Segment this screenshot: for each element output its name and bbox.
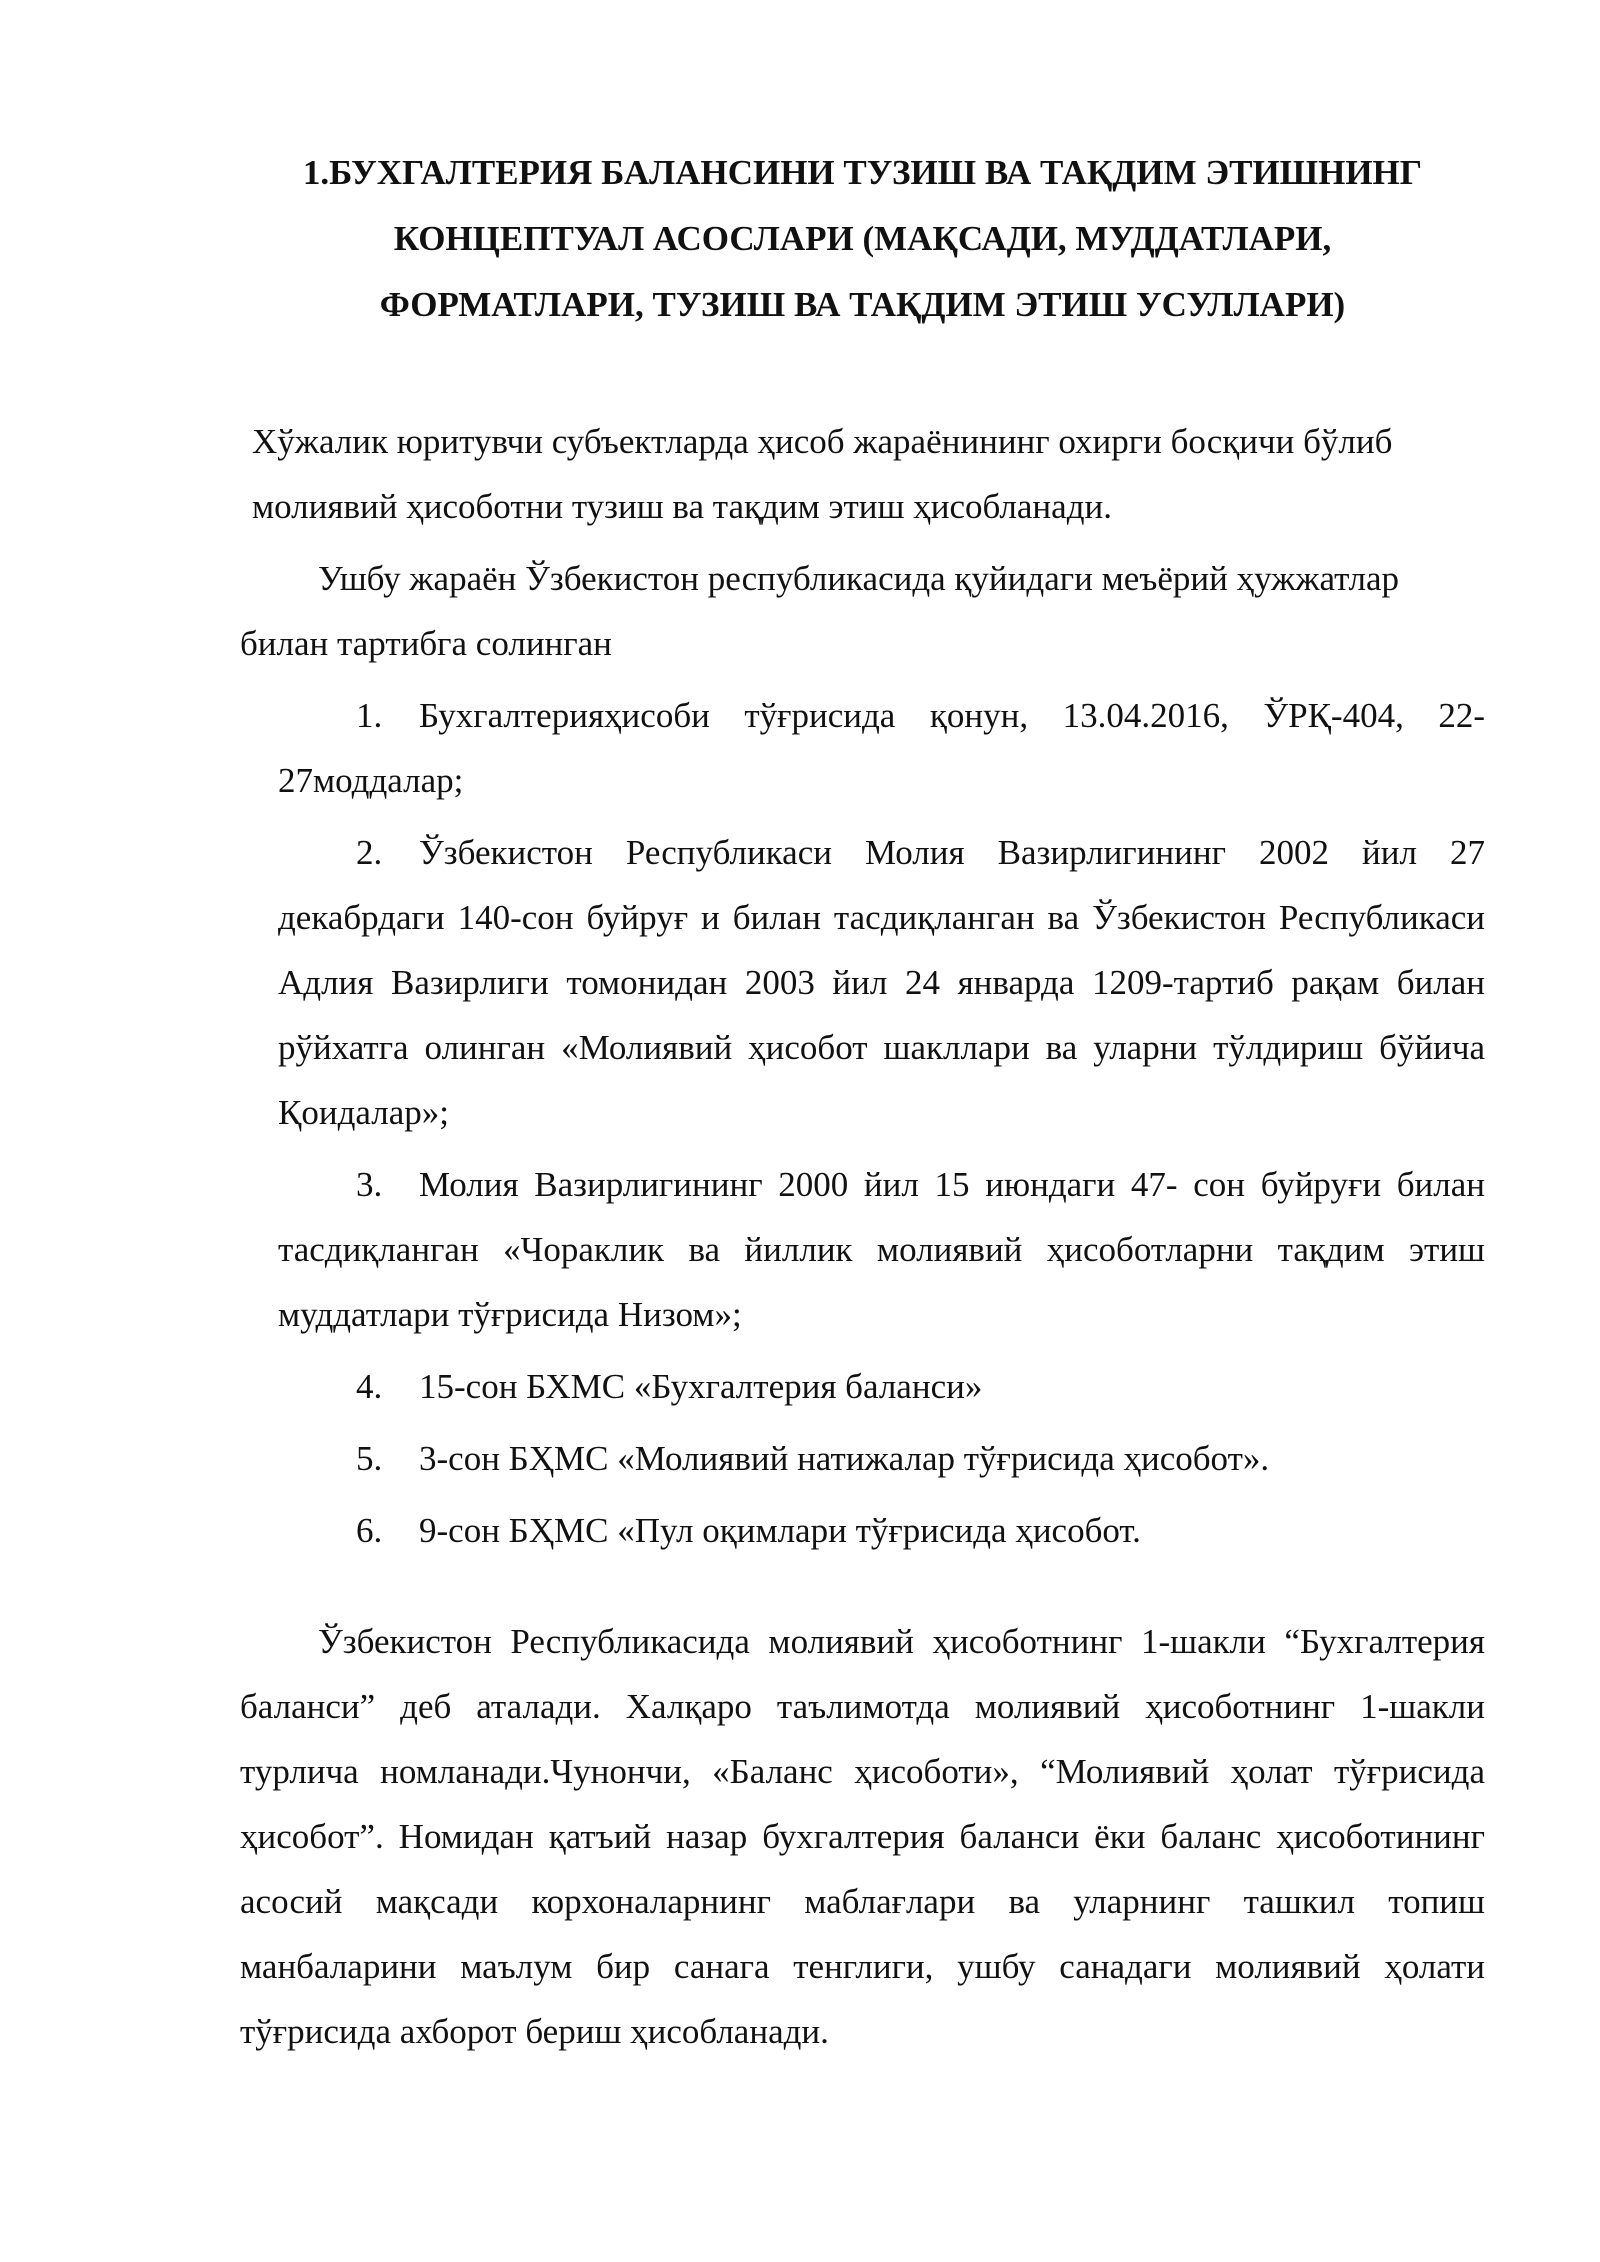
list-item-number: 6. (356, 1511, 383, 1550)
heading-line-3: ФОРМАТЛАРИ, ТУЗИШ ВА ТАҚДИМ ЭТИШ УСУЛЛАРИ) (379, 285, 1346, 324)
list-item-number: 4. (356, 1367, 383, 1406)
list-item (278, 1426, 1485, 1491)
closing-paragraph: Ўзбекистон Республикасида молиявий ҳисоботнинг 1-шакли “Бухгалтерия баланси” деб аталади. Халқаро таълимотда молиявий ҳисоботнинг 1-шакли турлича номланади.Чунончи, «Баланс ҳисоботи», “Молиявий ҳолат тўғрисида ҳисобот”. Номидан қатъий назар бухгалтерия баланси ёки баланс ҳисоботининг асосий мақсади корхоналарнинг маблағлари ва уларнинг ташкил топиш манбаларини маълум бир санага тенглиги, ушбу санадаги молиявий ҳолати тўғрисида ахборот бериш ҳисобланади. (240, 1622, 1485, 2051)
list-item-number: 2. (356, 833, 383, 872)
heading-line-1: 1.БУХГАЛТЕРИЯ БАЛАНСИНИ ТУЗИШ ВА ТАҚДИМ ЭТИШНИНГ (302, 153, 1423, 192)
list-item (278, 1498, 1485, 1563)
list-item (278, 820, 1485, 1145)
list-item-text: 9-сон БҲМС «Пул оқимлари тўғрисида ҳисобот. (419, 1511, 1141, 1550)
list-item-number: 5. (356, 1439, 383, 1478)
list-item-text: 3-сон БҲМС «Молиявий натижалар тўғрисида ҳисобот». (419, 1439, 1270, 1478)
list-item-number: 1. (356, 696, 383, 735)
heading-line-2: КОНЦЕПТУАЛ АСОСЛАРИ (МАҚСАДИ, МУДДАТЛАРИ, (393, 219, 1332, 258)
list-item-text: Ўзбекистон Республикаси Молия Вазирлигининг 2002 йил 27 декабрдаги 140-сон буйруғ и билан тасдиқланган ва Ўзбекистон Республикаси Адлия Вазирлиги томонидан 2003 йил 24 январда 1209-тартиб рақам билан рўйхатга олинган «Молиявий ҳисобот шакллари ва уларни тўлдириш бўйича Қоидалар»; (278, 833, 1485, 1132)
intro-paragraph-1: Хўжалик юритувчи субъектларда ҳисоб жараёнининг охирги босқичи бўлиб молиявий ҳисоботни тузиш ва тақдим этиш ҳисобланади. (252, 422, 1393, 526)
regulations-list (240, 683, 1485, 1563)
list-item-text: 15-сон БХМС «Бухгалтерия баланси» (419, 1367, 983, 1406)
list-item (278, 1354, 1485, 1419)
list-item (278, 1152, 1485, 1347)
list-item-text: Бухгалтерияҳисоби тўғрисида қонун, 13.04.2016, ЎРҚ-404, 22-27моддалар; (278, 696, 1485, 800)
section-heading (240, 140, 1485, 338)
document-body (240, 140, 1485, 2064)
intro-paragraph-2: Ушбу жараён Ўзбекистон республикасида қуйидаги меъёрий ҳужжатлар билан тартибга солинган (240, 559, 1400, 663)
list-item-number: 3. (356, 1165, 383, 1204)
list-item-text: Молия Вазирлигининг 2000 йил 15 июндаги 47- сон буйруғи билан тасдиқланган «Чораклик ва йиллик молиявий ҳисоботларни тақдим этиш муддатлари тўғрисида Низом»; (278, 1165, 1485, 1334)
list-item (278, 683, 1485, 813)
